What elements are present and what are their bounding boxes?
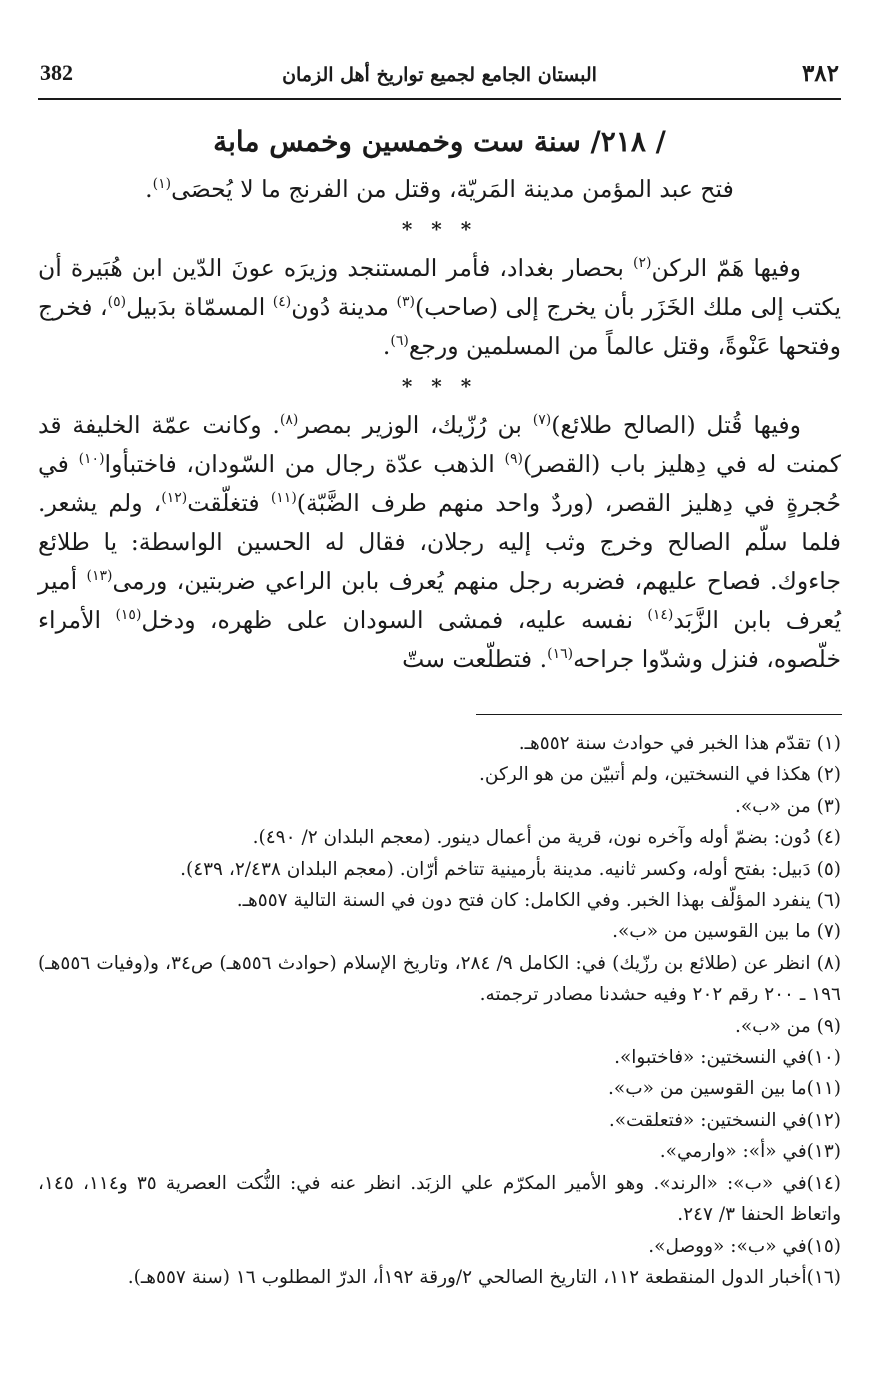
footnote-5: (٥) دَبيل: بفتح أوله، وكسر ثانيه. مدينة بأرمينية تتاخم أرّان. (معجم البلدان ٢/٤٣٨، ٤٣٩). [180, 858, 841, 880]
text-run: بحصار بغداد، فأمر المستنجد وزيرَه عونَ الدّين ابن هُبَيرة أن يكتب إلى ملك الخَزَر بأن يخرج إلى (صاحب) [38, 254, 842, 321]
footnote-ref[interactable]: (١١) [270, 490, 297, 507]
footnote-12: (١٢)في النسختين: «فتعلقت». [608, 1109, 841, 1131]
text-run: المسمّاة بدَبيل [126, 293, 273, 321]
footnote-ref[interactable]: (١) [152, 176, 172, 193]
footnote-15: (١٥)في «ب»: «ووصل». [648, 1235, 841, 1257]
footnote-6: (٦) ينفرد المؤلّف بهذا الخبر. وفي الكامل: كان فتح دون في السنة التالية ٥٥٧هـ. [236, 890, 841, 912]
text-run: بن رُزّيك، الوزير بمصر [298, 411, 533, 439]
footnote-14: (١٤)في «ب»: «الرند». وهو الأمير المكرّم علي الزبَد. انظر عنه في: النُّكت العصرية ٣٥ و١١٤، ١٤٥، واتعاظ الحنفا ٣/ ٢٤٧. [38, 1172, 841, 1226]
footnote-divider [476, 714, 842, 715]
footnote-3: (٣) من «ب». [734, 795, 841, 817]
footnote-4: (٤) دُون: بضمّ أوله وآخره نون، قرية من أعمال دينور. (معجم البلدان ٢/ ٤٩٠). [252, 827, 841, 849]
footnotes [38, 728, 841, 1293]
text-run: مدينة دُون [291, 293, 397, 321]
paragraph-1 [38, 170, 841, 209]
footnote-ref[interactable]: (٧) [532, 412, 552, 429]
footnote-ref[interactable]: (١٣) [86, 568, 113, 585]
text-run: نفسه عليه، فمشى السودان على ظهره، ودخل [141, 606, 648, 634]
text-run: فتح عبد المؤمن مدينة المَريّة، وقتل من الفرنج ما لا يُحصَى [171, 175, 734, 203]
footnote-13: (١٣)في «أ»: «وارمي». [659, 1141, 841, 1163]
footnote-2: (٢) هكذا في النسختين، ولم أتبيّن من هو الركن. [478, 764, 841, 786]
footnote-11: (١١)ما بين القوسين من «ب». [608, 1078, 841, 1100]
footnote-ref[interactable]: (١٠) [78, 451, 105, 468]
text-run: . [382, 332, 391, 360]
footnote-ref[interactable]: (١٢) [161, 490, 188, 507]
footnote-ref[interactable]: (٤) [272, 294, 292, 311]
paragraph-2 [38, 249, 841, 366]
text-run: وفيها هَمّ الركن [651, 254, 802, 282]
text-run: وفيها قُتل (الصالح طلائع) [551, 411, 801, 439]
page-number-latin: 382 [40, 60, 73, 85]
footnote-16: (١٦)أخبار الدول المنقطعة ١١٢، التاريخ الصالحي ٢/ورقة ١٩٢أ، الدرّ المطلوب ١٦ (سنة ٥٥٧هـ). [127, 1266, 841, 1288]
chapter-title: / ٢١٨/ سنة ست وخمسين وخمس مابة [213, 125, 666, 158]
text-run: الذهب عدّة رجال من السّودان، فاختبأوا [104, 450, 505, 478]
footnote-7: (٧) ما بين القوسين من «ب». [612, 921, 841, 943]
footnote-ref[interactable]: (٥) [107, 294, 127, 311]
text-run: الأمراء خلّصوه، فنزل وشدّوا جراحه [38, 606, 841, 673]
footnote-ref[interactable]: (١٤) [647, 607, 674, 624]
text-run: . وكانت عمّة الخليفة قد كمنت له في دِهليز باب (القصر) [38, 411, 841, 478]
text-run: ، ولم يشعر. فلما سلّم الصالح وخرج وثب إليه رجلان، فقال له الحسين الواسطة: يا طلائع جاءوك. فصاح عليهم، فضربه رجل منهم يُعرف بابن الراعي ضربتين، ورمى [38, 489, 841, 595]
section-separator: * * * [401, 374, 478, 398]
footnote-ref[interactable]: (٨) [279, 412, 299, 429]
text-run: . [145, 175, 153, 203]
text-run: . فتطلّعت ستّ [402, 645, 548, 673]
text-run: أمير يُعرف بابن الزَّبَد [38, 567, 841, 634]
footnote-9: (٩) من «ب». [734, 1015, 841, 1037]
footnote-ref[interactable]: (١٥) [115, 607, 142, 624]
footnote-ref[interactable]: (٦) [390, 333, 409, 350]
running-title: البستان الجامع لجميع تواريخ أهل الزمان [282, 64, 597, 86]
text-run: فتغلّقت [187, 489, 271, 517]
page-header [38, 58, 841, 100]
section-separator: * * * [401, 217, 478, 241]
footnote-ref[interactable]: (٢) [632, 255, 652, 272]
text-run: ، فخرج وفتحها عَنْوةً، وقتل عالماً من المسلمين ورجع [38, 293, 841, 360]
footnote-ref[interactable]: (١٦) [547, 646, 574, 663]
main-text [38, 170, 841, 679]
text-run: في حُجرةٍ في دِهليز القصر، (وردٌ واحد منهم طرف الضَّبّة) [38, 450, 842, 517]
paragraph-3 [38, 406, 841, 679]
page-number-arabic: ٣٨٢ [801, 60, 839, 87]
footnote-ref[interactable]: (٩) [504, 451, 523, 468]
footnote-1: (١) تقدّم هذا الخبر في حوادث سنة ٥٥٢هـ. [518, 733, 841, 754]
footnote-10: (١٠)في النسختين: «فاختبوا». [614, 1047, 841, 1069]
footnote-8: (٨) انظر عن (طلائع بن رزّيك) في: الكامل ٩/ ٢٨٤، وتاريخ الإسلام (حوادث ٥٥٦هـ) ص٣٤، و(وفيات ٥٥٦هـ) ١٩٦ ـ ٢٠٠ رقم ٢٠٢ وفيه حشدنا مصادر ترجمته. [38, 952, 842, 1006]
footnote-ref[interactable]: (٣) [396, 294, 415, 311]
